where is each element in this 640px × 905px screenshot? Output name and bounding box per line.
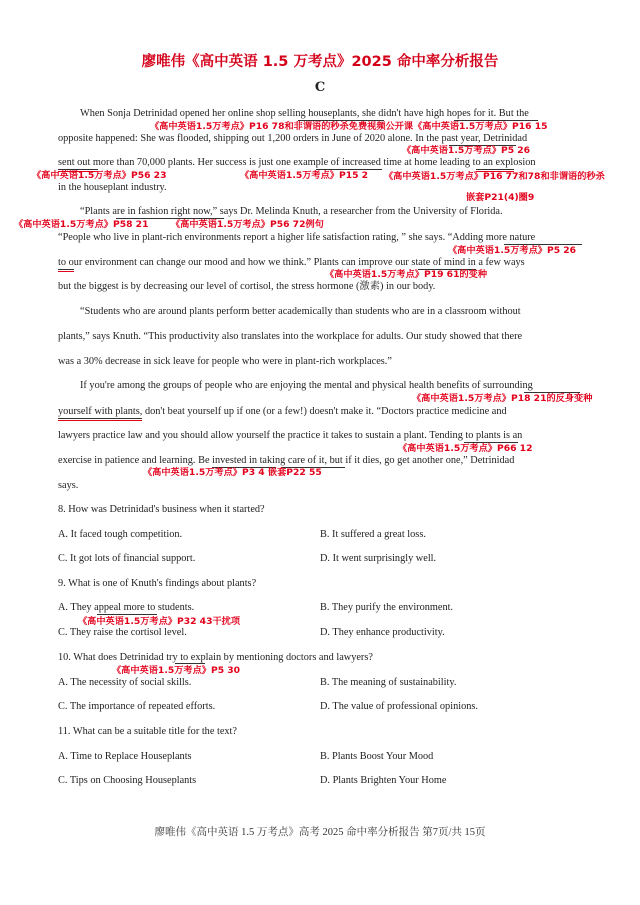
underline — [58, 418, 142, 419]
passage-line: When Sonja Detrinidad opened her online shop selling houseplants, she didn't have high hopes for it. But the — [80, 108, 529, 119]
option: A. The necessity of social skills. — [58, 677, 192, 688]
annotation: 《高中英语1.5万考点》P66 12 — [398, 443, 533, 454]
passage-line: lawyers practice law and you should allow yourself the practice it takes to sustain a plant. Tending to plants is an — [58, 430, 523, 441]
option: D. The value of professional opinions. — [320, 701, 478, 712]
annotation: 《高中英语1.5万考点》P56 72例句 — [171, 219, 324, 230]
question-stem: 9. What is one of Knuth's findings about plants? — [58, 578, 257, 589]
option: C. Tips on Choosing Houseplants — [58, 775, 197, 786]
option: C. The importance of repeated efforts. — [58, 701, 216, 712]
passage-line: sent out more than 70,000 plants. Her success is just one example of increased time at home leading to an explosion — [58, 157, 536, 168]
passage-line: but the biggest is by decreasing our level of cortisol, the stress hormone (激素) in our body. — [58, 281, 436, 292]
annotation: 《高中英语1.5万考点》P5 26 — [402, 145, 531, 156]
passage-line: to our environment can change our mood and how we think.” Plants can improve our state of mind in a few ways — [58, 257, 525, 268]
underline — [97, 614, 157, 615]
passage-line: exercise in patience and learning. Be invested in taking care of it, but if it dies, go get another one,” Detrinidad — [58, 455, 515, 466]
option: A. Time to Replace Houseplants — [58, 751, 192, 762]
annotation: 《高中英语1.5万考点》P56 23 — [32, 170, 167, 181]
option: B. The meaning of sustainability. — [320, 677, 457, 688]
annotation: 《高中英语1.5万考点》P5 30 — [112, 665, 241, 676]
underline — [58, 420, 142, 421]
passage-line: “People who live in plant-rich environments report a higher life satisfaction rating, ” she says. “Adding more nature — [58, 232, 536, 243]
passage-line: yourself with plants, don't beat yourself up if one (or a few!) doesn't make it. “Doctors practice medicine and — [58, 406, 507, 417]
annotation: 《高中英语1.5万考点》P58 21 — [14, 219, 149, 230]
option: B. They purify the environment. — [320, 602, 454, 613]
section-label: C — [314, 80, 326, 95]
annotation: 《高中英语1.5万考点》P3 4 嵌套P22 55 — [143, 467, 322, 478]
passage-line: If you're among the groups of people who are enjoying the mental and physical health benefits of surrounding — [80, 380, 533, 391]
option: C. It got lots of financial support. — [58, 553, 196, 564]
passage-line: in the houseplant industry. — [58, 182, 167, 193]
option: B. Plants Boost Your Mood — [320, 751, 434, 762]
option: C. They raise the cortisol level. — [58, 627, 187, 638]
annotation: 《高中英语1.5万考点》P32 43干扰项 — [78, 616, 241, 627]
annotation: 《高中英语1.5万考点》P19 61的变种 — [325, 269, 488, 280]
option: A. They appeal more to students. — [58, 602, 195, 613]
passage-line: says. — [58, 480, 79, 491]
passage-line: “Students who are around plants perform better academically than students who are in a classroom without — [80, 306, 521, 317]
annotation: 嵌套P21(4)圈9 — [466, 192, 535, 203]
annotation: 《高中英语1.5万考点》P16 77和78和非谓语的秒杀 — [384, 171, 605, 182]
page-title: 廖唯伟《高中英语 1.5 万考点》2025 命中率分析报告 — [141, 54, 499, 70]
question-stem: 8. How was Detrinidad's business when it started? — [58, 504, 265, 515]
passage-line: opposite happened: She was flooded, shipping out 1,200 orders in June of 2020 alone. In the past year, Detrinidad — [58, 133, 528, 144]
page-footer: 廖唯伟《高中英语 1.5 万考点》高考 2025 命中率分析报告 第7页/共 15页 — [154, 827, 486, 838]
option: A. It faced tough competition. — [58, 529, 183, 540]
passage-line: plants,” says Knuth. “This productivity also translates into the workplace for adults. Our study showed that there — [58, 331, 523, 342]
option: D. It went surprisingly well. — [320, 553, 437, 564]
annotation: 《高中英语1.5万考点》P5 26 — [448, 245, 577, 256]
question-stem: 11. What can be a suitable title for the text? — [58, 726, 237, 737]
underline — [58, 271, 74, 272]
annotation: 《高中英语1.5万考点》P18 21的反身变种 — [412, 393, 593, 404]
option: D. Plants Brighten Your Home — [320, 775, 447, 786]
question-stem: 10. What does Detrinidad try to explain by mentioning doctors and lawyers? — [58, 652, 373, 663]
annotation: 《高中英语1.5万考点》P16 78和非谓语的秒杀免费视频公开课《高中英语1.5万考点》P16 15 — [150, 121, 548, 132]
option: D. They enhance productivity. — [320, 627, 445, 638]
passage-line: was a 30% decrease in sick leave for people who were in plant-rich workplaces.” — [58, 356, 392, 367]
option: B. It suffered a great loss. — [320, 529, 426, 540]
underline — [476, 169, 514, 170]
passage-line: “Plants are in fashion right now,” says Dr. Melinda Knuth, a researcher from the University of Florida. — [80, 206, 503, 217]
annotation: 《高中英语1.5万考点》P15 2 — [240, 170, 369, 181]
underline — [58, 269, 74, 270]
